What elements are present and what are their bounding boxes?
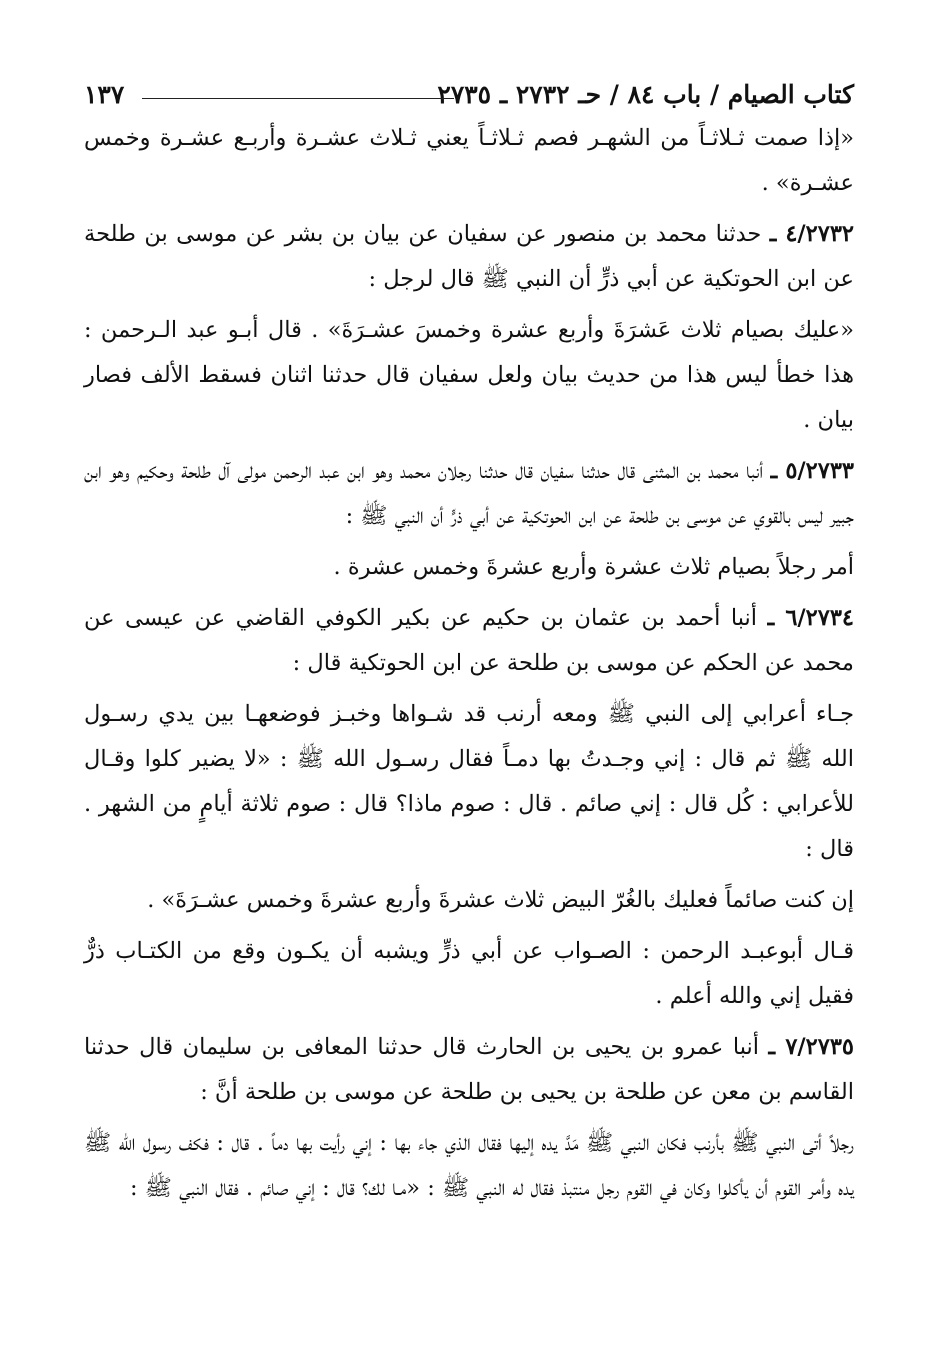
paragraph: إن كنت صائماً فعليك بالغُرّ البيض ثلاث عشرةَ وأربع عشرةَ وخمس عشـرَةَ» . xyxy=(147,887,854,913)
hadith-paragraph: ٧/٢٧٣٥ ـ أنبا عمرو بن يحيى بن الحارث قال حدثنا المعافى بن سليمان قال حدثنا القاسم بن معن عن طلحة بن يحيى بن طلحة عن موسى بن طلحة أنَّ : xyxy=(84,1034,854,1105)
hadith-number: ٦/٢٧٣٤ ـ xyxy=(767,605,854,631)
paragraph: جـاء أعرابي إلى النبي ﷺ ومعه أرنب قد شـواها وخبـز فوضعهـا بين يدي رسـول الله ﷺ ثم قال : إني وجـدتُ بها دمـاً فقال رسـول الله ﷺ : «لا يضير كلوا وقـال للأعرابي : كُل قال : إني صائم . قال : صوم ماذا؟ قال : صوم ثلاثة أيامٍ من الشهر . قال : xyxy=(84,701,854,862)
chapter-title: كتاب الصيام / باب ٨٤ / حـ ٢٧٣٢ ـ ٢٧٣٥ xyxy=(437,80,854,109)
hadith-paragraph: ٤/٢٧٣٢ ـ حدثنا محمد بن منصور عن سفيان عن بيان بن بشر عن موسى بن طلحة عن ابن الحوتكية عن أبي ذرٍّ أن النبي ﷺ قال لرجل : xyxy=(84,221,854,292)
paragraph: رجلاً أتى النبي ﷺ بأرنب فكان النبي ﷺ مَدَّ يده إليها فقال الذي جاء بها : إني رأيت بها دماً . قال : فكف رسول الله ﷺ يده وأمر القوم أن يأكلوا وكان في القوم رجل منتبذ فقال له النبي ﷺ : «مـا لك؟ قال : إني صائم . فقال النبي ﷺ : xyxy=(84,1130,854,1201)
paragraph: «عليك بصيام ثلاث عَشرَةَ وأربع عشرة وخمسَ عشـرَةَ» . قال أبـو عبد الـرحمن : هذا خطأ ليس هذا من حديث بيان ولعل سفيان قال حدثنا اثنان فسقط الألف فصار بيان . xyxy=(84,317,854,433)
hadith-paragraph: ٦/٢٧٣٤ ـ أنبا أحمد بن عثمان بن حكيم عن بكير الكوفي القاضي عن عيسى عن محمد عن الحكم عن موسى بن طلحة عن ابن الحوتكية قال : xyxy=(84,605,854,676)
hadith-number: ٥/٢٧٣٣ ـ xyxy=(770,458,854,484)
header-rule xyxy=(142,98,454,99)
paragraph: أمر رجلاً بصيام ثلاث عشرة وأربع عشرةَ وخمس عشرة . xyxy=(333,554,854,580)
page-number: ١٣٧ xyxy=(84,80,125,109)
paragraph: قـال أبوعبـد الرحمن : الصـواب عن أبي ذرٍّ ويشبه أن يكـون وقع من الكتـاب ذرٌّ فقيل إني والله أعلم . xyxy=(84,938,854,1009)
hadith-paragraph: ٥/٢٧٣٣ ـ أنبا محمد بن المثنى قال حدثنا سفيان قال حدثنا رجلان محمد وهو ابن عبد الرحمن مولى آل طلحة وحكيم وهو ابن جبير ليس بالقوي عن موسى بن طلحة عن ابن الحوتكية عن أبي ذرٍّ أن النبي ﷺ : xyxy=(84,458,854,529)
running-header xyxy=(84,70,854,116)
hadith-number: ٤/٢٧٣٢ ـ xyxy=(769,221,854,247)
document-page xyxy=(84,70,854,1217)
paragraph: «إذا صمت ثـلاثـاً من الشهـر فصم ثـلاثـاً يعني ثـلاث عشـرة وأربـع عشـرة وخمس عشـرة» . xyxy=(84,125,854,196)
hadith-number: ٧/٢٧٣٥ ـ xyxy=(768,1034,854,1060)
